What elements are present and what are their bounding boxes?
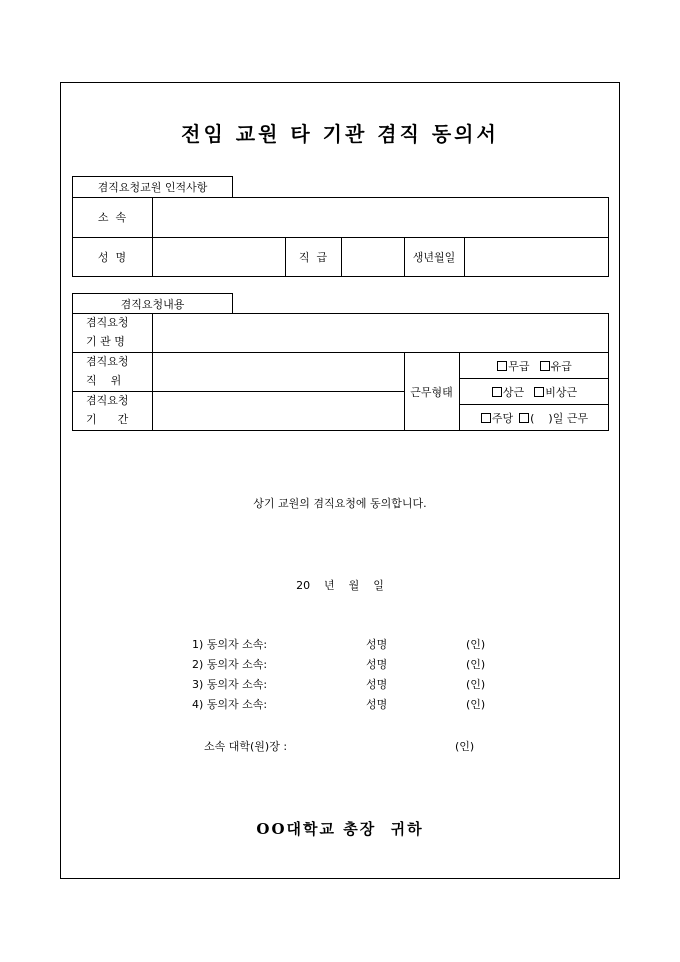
dean-seal: (인) [455,740,475,753]
position-field[interactable] [153,353,403,390]
rank-field[interactable] [342,238,403,276]
employment-options [460,379,609,404]
checkbox-icon [497,361,507,371]
checkbox-icon [519,413,529,423]
section1-header-label: 겸직요청교원 인적사항 [97,181,208,194]
org-name-label-line2: 기 관 명 [86,335,125,348]
paid-checkbox[interactable]: 유급 [540,358,572,374]
recipient-line: OO대학교 총장 귀하 [256,820,424,838]
days-options [460,405,609,431]
position-label-line1: 겸직요청 [86,355,129,368]
section2-header [72,293,233,314]
fulltime-checkbox[interactable]: 상근 [492,384,524,400]
affiliation-field[interactable] [153,198,608,236]
signer-label: 3) 동의자 소속: [192,678,268,691]
work-type-label: 근무형태 [410,385,453,399]
signer-name-label: 성명 [366,638,388,651]
pay-options [460,353,609,378]
consent-statement: 상기 교원의 겸직요청에 동의합니다. [253,497,427,510]
org-name-field[interactable] [153,314,608,351]
position-label-line2: 직 위 [86,374,122,387]
unpaid-checkbox[interactable]: 무급 [497,358,529,374]
signer-name-label: 성명 [366,698,388,711]
checkbox-icon [540,361,550,371]
checkbox-icon [481,413,491,423]
checkbox-icon [534,387,544,397]
parttime-checkbox[interactable]: 비상근 [534,384,577,400]
signer-seal: (인) [466,698,486,711]
signer-seal: (인) [466,658,486,671]
section2-header-label: 겸직요청내용 [120,297,185,311]
name-field[interactable] [153,238,284,276]
signer-seal: (인) [466,678,486,691]
org-name-label-line1: 겸직요청 [86,316,129,329]
birth-field[interactable] [465,238,608,276]
period-field[interactable] [153,392,403,430]
period-label [72,391,152,431]
document-title: 전임 교원 타 기관 겸직 동의서 [181,122,499,146]
signer-name-label: 성명 [366,658,388,671]
period-label-line2: 기 간 [86,413,129,426]
affiliation-label: 소 속 [97,211,127,224]
checkbox-icon [492,387,502,397]
signer-label: 2) 동의자 소속: [192,658,268,671]
rank-label: 직 급 [298,251,328,264]
position-label [72,352,152,391]
weekly-checkbox[interactable]: 주당 [481,410,513,426]
date-line: 20 년 월 일 [296,579,384,592]
birth-label: 생년월일 [412,251,456,264]
signer-name-label: 성명 [366,678,388,691]
section1-header [72,176,233,198]
signer-label: 4) 동의자 소속: [192,698,268,711]
name-label: 성 명 [97,251,127,264]
org-name-label [72,313,152,352]
signer-label: 1) 동의자 소속: [192,638,268,651]
days-checkbox[interactable]: ( )일 근무 [519,410,588,426]
dean-label: 소속 대학(원)장 : [204,740,288,753]
signer-seal: (인) [466,638,486,651]
period-label-line1: 겸직요청 [86,394,129,407]
